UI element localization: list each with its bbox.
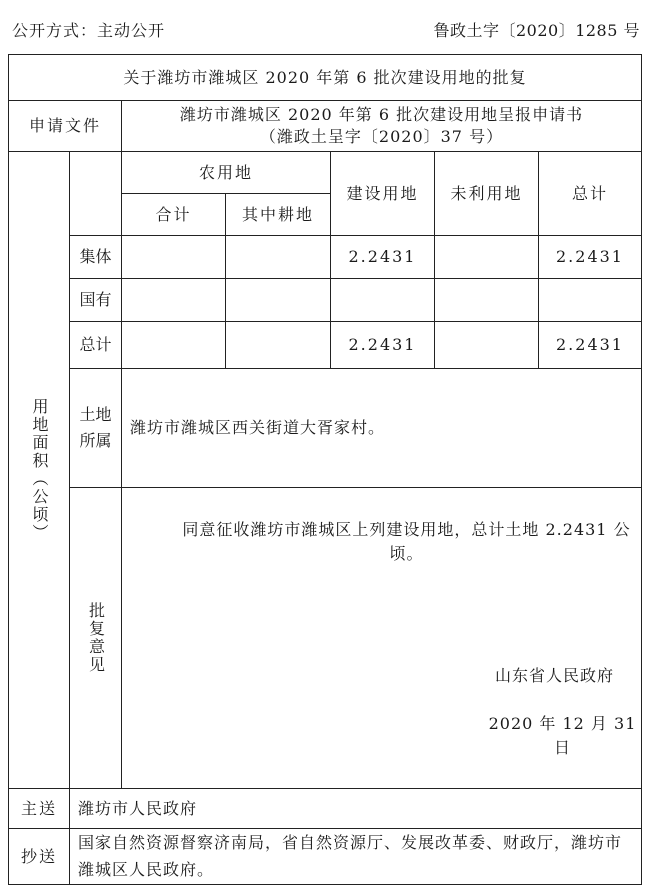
land-area-side-label xyxy=(9,152,70,789)
row-label-total: 总计 xyxy=(70,322,122,369)
cell-unused xyxy=(435,279,539,322)
area-header-row-1 xyxy=(9,152,642,194)
opinion-label-cell xyxy=(70,488,122,789)
approval-table xyxy=(8,54,642,885)
cell-farmland xyxy=(226,322,331,369)
main-send-row xyxy=(9,789,642,829)
application-file-line1: 潍坊市潍城区 2020 年第 6 批次建设用地呈报申请书 xyxy=(179,104,584,124)
cell-farmland xyxy=(226,236,331,279)
main-send-value: 潍坊市人民政府 xyxy=(70,789,642,829)
copy-send-value: 国家自然资源督察济南局，省自然资源厅、发展改革委、财政厅，潍坊市潍城区人民政府。 xyxy=(70,829,642,885)
main-send-label: 主送 xyxy=(9,789,70,829)
location-row xyxy=(9,369,642,488)
construction-header: 建设用地 xyxy=(331,152,435,236)
issuing-organization: 山东省人民政府 xyxy=(495,666,615,685)
cell-total: 2.2431 xyxy=(539,322,642,369)
land-location: 潍坊市潍城区西关街道大胥家村。 xyxy=(122,369,642,488)
document-header xyxy=(12,18,640,42)
document-number: 鲁政土字〔2020〕1285 号 xyxy=(433,21,640,40)
disclosure-method: 公开方式：主动公开 xyxy=(12,21,166,40)
table-row xyxy=(9,322,642,369)
document-title: 关于潍坊市潍城区 2020 年第 6 批次建设用地的批复 xyxy=(9,55,642,101)
copy-send-row xyxy=(9,829,642,885)
opinion-content xyxy=(122,488,642,789)
location-label: 土地所属 xyxy=(79,405,112,450)
application-file-line2: （潍政土呈字〔2020〕37 号） xyxy=(259,127,504,146)
row-label-state-owned: 国有 xyxy=(70,279,122,322)
subtotal-header: 合计 xyxy=(122,194,226,236)
issue-date: 2020 年 12 月 31 日 xyxy=(488,714,637,757)
copy-send-label: 抄送 xyxy=(9,829,70,885)
opinion-text: 同意征收潍坊市潍城区上列建设用地，总计土地 2.2431 公顷。 xyxy=(182,520,631,563)
cell-unused xyxy=(435,236,539,279)
cell-total xyxy=(539,279,642,322)
opinion-label: 批复意见 xyxy=(86,602,106,674)
opinion-row xyxy=(9,488,642,789)
agricultural-header: 农用地 xyxy=(122,152,331,194)
application-file xyxy=(122,101,642,152)
cell-subtotal xyxy=(122,279,226,322)
cell-total: 2.2431 xyxy=(539,236,642,279)
location-label-cell xyxy=(70,369,122,488)
unused-header: 未利用地 xyxy=(435,152,539,236)
farmland-header: 其中耕地 xyxy=(226,194,331,236)
cell-subtotal xyxy=(122,236,226,279)
title-row xyxy=(9,55,642,101)
land-area-label: 用地面积（公顷） xyxy=(30,398,49,542)
cell-construction: 2.2431 xyxy=(331,236,435,279)
table-row xyxy=(9,236,642,279)
table-row xyxy=(9,279,642,322)
cell-unused xyxy=(435,322,539,369)
row-label-collective: 集体 xyxy=(70,236,122,279)
cell-subtotal xyxy=(122,322,226,369)
application-label: 申请文件 xyxy=(9,101,122,152)
cell-construction xyxy=(331,279,435,322)
cell-farmland xyxy=(226,279,331,322)
cell-construction: 2.2431 xyxy=(331,322,435,369)
total-header: 总计 xyxy=(539,152,642,236)
application-row xyxy=(9,101,642,152)
area-header-blank xyxy=(70,152,122,236)
